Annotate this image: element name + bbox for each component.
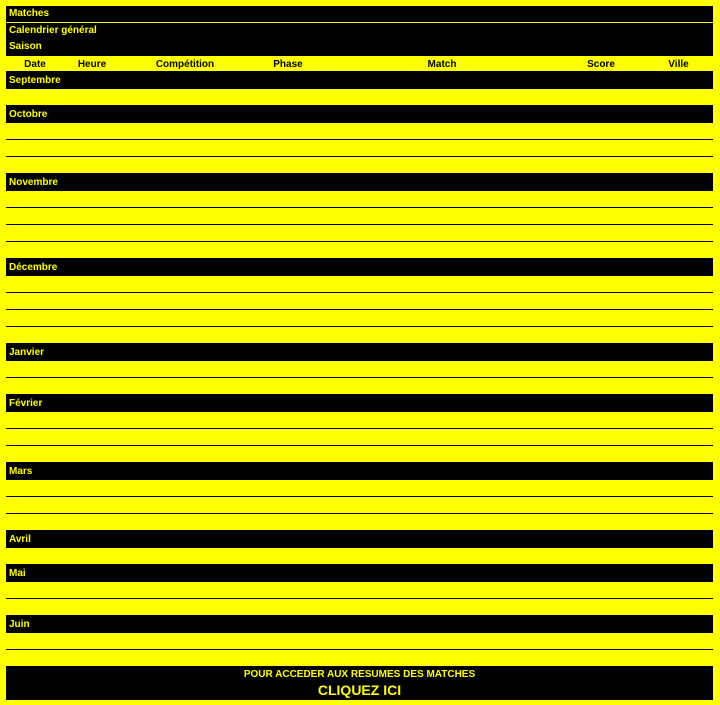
calendar-frame (6, 6, 713, 700)
column-header-row (6, 55, 713, 72)
match-row (6, 599, 713, 616)
match-row (6, 276, 713, 293)
match-row (6, 327, 713, 344)
month-header: Mars (6, 463, 713, 480)
match-row (6, 412, 713, 429)
match-row (6, 429, 713, 446)
match-row (6, 514, 713, 531)
column-header-phase: Phase (273, 59, 303, 70)
cta-caption: POUR ACCEDER AUX RESUMES DES MATCHES (243, 669, 476, 680)
month-header: Septembre (6, 72, 713, 89)
month-header: Mai (6, 565, 713, 582)
month-header: Juin (6, 616, 713, 633)
match-row (6, 140, 713, 157)
match-summaries-link[interactable] (6, 666, 713, 700)
month-header: Janvier (6, 344, 713, 361)
column-header-score: Score (587, 59, 615, 70)
season-label: Saison (6, 39, 713, 55)
page-title: Matches (6, 6, 713, 23)
match-row (6, 89, 713, 106)
match-row (6, 157, 713, 174)
match-row (6, 633, 713, 650)
match-row (6, 293, 713, 310)
match-row (6, 310, 713, 327)
match-row (6, 582, 713, 599)
column-header-match: Match (427, 59, 457, 70)
match-row (6, 225, 713, 242)
match-row (6, 378, 713, 395)
column-header-date: Date (24, 59, 46, 70)
match-row (6, 480, 713, 497)
match-row (6, 191, 713, 208)
column-header-competition: Compétition (155, 59, 215, 70)
match-row (6, 497, 713, 514)
match-row (6, 548, 713, 565)
month-header: Avril (6, 531, 713, 548)
month-header: Février (6, 395, 713, 412)
cta-click-here: CLIQUEZ ICI (317, 682, 402, 698)
match-row (6, 123, 713, 140)
match-row (6, 242, 713, 259)
column-header-heure: Heure (77, 59, 107, 70)
calendar-subtitle: Calendrier général (6, 23, 713, 39)
spacer (6, 650, 713, 666)
month-sections (6, 72, 713, 650)
month-header: Décembre (6, 259, 713, 276)
match-row (6, 208, 713, 225)
column-header-ville: Ville (668, 59, 689, 70)
match-row (6, 361, 713, 378)
match-row (6, 446, 713, 463)
month-header: Octobre (6, 106, 713, 123)
month-header: Novembre (6, 174, 713, 191)
